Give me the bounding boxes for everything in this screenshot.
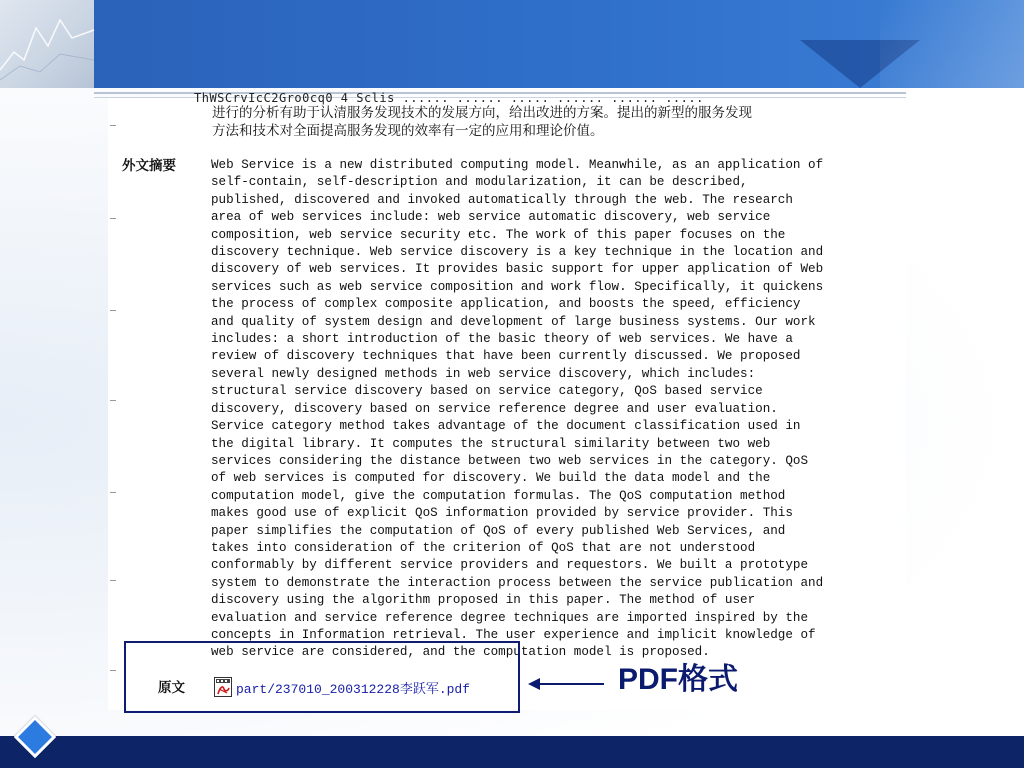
chinese-intro-line-2: 方法和技术对全面提高服务发现的效率有一定的应用和理论价值。 (212, 123, 604, 139)
highlight-box (124, 641, 520, 713)
document-screenshot (108, 91, 906, 710)
original-pdf-link[interactable]: part/237010_200312228李跃军.pdf (236, 681, 471, 697)
chart-sketch-icon (0, 0, 94, 88)
arrow-left-icon (528, 677, 604, 691)
diamond-icon (14, 716, 56, 758)
margin-ticks (110, 100, 120, 700)
header-shine (880, 0, 1024, 88)
chinese-intro-line-1: 进行的分析有助于认清服务发现技术的发展方向，给出改进的方案。提出的新型的服务发现 (212, 105, 752, 121)
cut-off-text-line: ThWSCrvIcC2Gro0cq0 4 Sclis ...... ...... ..... ...... ...... ..... (194, 91, 704, 105)
original-label: 原文 (158, 680, 185, 696)
pdf-format-annotation: PDF格式 (618, 663, 738, 696)
abstract-label: 外文摘要 (122, 158, 176, 174)
diamond-logo (16, 718, 50, 752)
header-thumbnail (0, 0, 94, 88)
abstract-text: Web Service is a new distributed computing model. Meanwhile, as an application of self-contain, self-description and modularization, it can be described, published, discovered and invoked automatically through the web. The research area of web services include: web service automatic discovery, web service composition, web service security etc. The work of this paper focuses on the discovery technique. Web service discovery is a key technique in the location and discovery of web services. It provides basic support for upper application of Web services such as web service composition and work flow. Specifically, it quickens the process of complex composite application, and boosts the speed, efficiency and quality of system design and development of large business systems. Our work includes: a short introduction of the basic theory of web services. We have a review of discovery techniques that have been currently discussed. We proposed several newly designed methods in web service discovery, which includes: structural service discovery based on service category, QoS based service discovery, discovery based on service reference degree and user evaluation. Service category method takes advantage of the document classification used in the digital library. It computes the structural similarity between two web services considering the distance between two web services in the category. QoS of web services is computed for discovery. We build the data model and the computation model, give the computation formulas. The QoS computation method makes good use of explicit QoS information provided by service provider. This paper simplifies the computation of QoS of every published Web Services, and takes into consideration of the criterion of QoS that are not understood conformably by different service providers and requestors. We built a prototype system to demonstrate the interaction process between the service publication and discovery using the algorithm proposed in this paper. The method of user evaluation and service reference degree techniques are imported inspired by the concepts in Information retrieval. The user experience and implicit knowledge of web service are considered, and the computation model is proposed. (211, 158, 824, 660)
footer-band (0, 736, 1024, 768)
